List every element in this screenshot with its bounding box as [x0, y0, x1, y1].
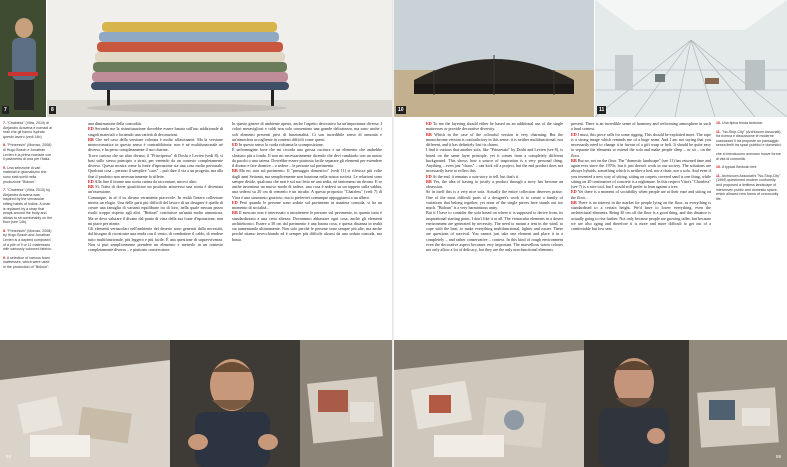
paragraph: RB Il mercato non è interessato a intrattenere le persone sul pavimento, in quanto tutto è standardizzato a una certa altezza. Dovremmo abbassare ogni cosa, anche gli elementi architettonici. Essere a 30 cm dal pavimento è una buona cosa, e questa distanza in realtà sta aumentando ultimamente. Non solo perché le persone sono sempre più alte, ma anche perché stiamo invecchiando ed è sempre più difficile alzarsi da una seduta comoda, ma bassa.	[232, 210, 382, 242]
caption: 10. Una tipica tenda beduina.	[716, 121, 763, 125]
paragraph: ED Alla fine il tirarne una storia carina da raccontare, miceci altro.	[88, 178, 198, 184]
photo-interview-left	[0, 340, 393, 467]
paragraph: Comunque, in sé il su divano veramente piacevole. In realtà l'intera collezione merita un elogio. Una delle parti più difficili del lavoro di un designer è quella di creare una famiglia di varianti equilibrate tra di loro, nella quale nessun pezzo risulti troppo rispetto agli altri. "Bidoun" costituisce un'unità molto armoniosa. Ma se devo valutare il divano dal punto di vista della sua fonte d'ispirazione, non mi piace per niente.	[88, 194, 223, 226]
right-page	[394, 0, 787, 467]
paragraph: RB Che nel caso della versione colorata è molto affascinante. Ma la versione monocromatica in questo senso è contraddittoria: non è né multifunzionale né diversa, e ha perso completamente il suo charme.	[88, 136, 223, 153]
left-captions	[3, 121, 53, 274]
paragraph: Gli elementi vernacolari nell'ambiente del deserto sono generati dalla necessità, dal bisogno di ricostruire una tenda con il vento, di combattere il caldo, di rendere tutto multifunzionale, più leggero e più facile. È una questione di sopravvivenza. Non si può semplicemente prendere un elemento e metterlo in un contesto completamente diverso – e piuttosto conservatore.	[88, 226, 223, 252]
caption: 8. "Prinzessin" (Moroso, 2008) di Hugo Bosch e Jonathan Levien è la prima nomade con il pavimento di una per l'Italia.	[3, 143, 52, 162]
paragraph: RB Which in the case of the colourful version is very charming. But the monochrome version is contradictory in this sense: it is neither multifunctional, nor different, and it has definitely lost its charm.	[426, 131, 563, 147]
caption: 11. "No-Stop-City" (Archizoom Associati), fra ricerca e discussione le moderne costruzioni il tra proposte un paesaggio senza limiti tra spazi pubblici e domestici.	[716, 129, 782, 148]
paragraph: ED I must, this piece calls for some rigging. This should be exploited more. The rope is a strong image which reminds me of a huge seam. And I am not saying that you necessarily need to change it in favour of a gift wrap or belt. It should be quite easy to separate the elements to extend the sofa and make people sleep – or sit – on the floor.	[571, 131, 711, 158]
photo-prinzessin	[47, 0, 393, 117]
left-page	[0, 0, 393, 467]
right-captions	[716, 121, 782, 205]
paragraph: RB Yes, the idea of having to justify a product through a story has become an obsession.	[426, 178, 563, 189]
photo-no-stop-city	[595, 0, 787, 117]
paragraph: In questo genere di ambiente aperto, anche l'aspetto decorativo ha un'importanza diversa. I colori meravigliosi e caldi non solo consentono una grande delicatezza, ma sono anche i soli elementi presenti privi di funzionalità. Ci son incredibile senso di armonia e un'atmosfera accogliente in contesti difficili come questi.	[232, 121, 382, 142]
paragraph: I find it curious that another sofa, like "Prinzessin" by Doshi and Levien (see 8), is based on the same layer principle, yet it comes from a completely different background. This shows how a source of inspiration is a very personal thing. Anything – even just "chaos" – can kick off a project, but the end product does not necessarily have to reflect this.	[426, 147, 563, 174]
paragraph: ED Secondo me la ristrutturazione dovrebbe essere basata sull'uso addizionale di singoli materiali o fornendo una varietà di decorazioni.	[88, 126, 223, 137]
paragraph: ED In questo senso la corda richiama la scomposizione.	[232, 142, 324, 147]
photo-number-7: 7	[4, 107, 7, 113]
page-number-right: 55	[775, 454, 781, 459]
paragraph: So in itself this is a very nice sofa. Actually the entire collection deserves praise. One of the most difficult parts of a designer's work is to create a family of variations that belong together, yet none of the single pieces here stands out too much. "Bidoun" is a very harmonious unity.	[426, 189, 563, 210]
paragraph: RB But no, not on the floor. The "domestic landscape" (see 11) has returned time and again ever since the 1970s, but it just doesn't work in our society. The solutions are always hybrids, something which is neither a bed, nor a chair, nor a sofa. And even if you invented a new way of sitting, sitting on carpets covered sand is one thing, while sitting on 20 centimetres of concrete is a nightmare. In this respect Vitra's "Chairless" (see 7) is a nice tool, but I would still prefer to lean against a tree.	[571, 157, 711, 189]
paragraph: present. There is an incredible sense of harmony and welcoming atmosphere in such a hard context.	[571, 121, 711, 132]
paragraph: RB Ma no, non sul pavimento. Il "paesaggio domestico" (vedi 11) si riferisce più volte dagli anni Settanta, ma semplicemente non funziona nella nostra società. Le relazioni sono sempre divide, qualcuna che non è sul suo letto né una sedia, né tantomeno un divano. E se anche inventassi un nuovo modo di sedere, una cosa è sedersi su un tappeto sulla sabbia, una sedersi su 20 cm di cemento è un incubo. A questo proposito "Chairless" (vedi 7) di Vitra è uno strumento grazioso, ma io preferirei comunque appoggiarmi a un albero.	[232, 168, 382, 200]
paragraph: But if I have to consider the sofa based on where it is supposed to derive from, its inspirational starting point, I don't like it at all. The vernacular elements in a desert environment are generated by necessity. The need to mount a tent in the wind, to cope with the heat, to make everything multifunctional, lighter and easier. These are questions of survival. You cannot just take one element and place it in a completely – and rather conservative – context. In this kind of rough environment even the decorative aspect becomes very important. The marvellous warm colours not only allow a lot of delicacy, but they are the only non-functional elements	[426, 210, 563, 252]
paragraph: ED At the end, it remains a cute story to tell, but that's it.	[426, 173, 520, 179]
caption: che si introducono avevano nuove forme di vita di comunità.	[716, 151, 781, 161]
paragraph: RB Sì, l'idea di dover giustificare un prodotto attraverso una storia è diventata un'ossessione.	[88, 184, 223, 195]
page-number-left: 54	[6, 454, 12, 459]
photo-bedouin-tent	[394, 0, 594, 117]
caption: 10. A typical Bedouin tent.	[716, 165, 758, 170]
caption: 8. "Prinzessin" (Moroso, 2008) by Hugo Bosch and Jonathan Levien is a daybed composed of a pile of 9 or 11 mattresses with variously coloured fabrics.	[3, 228, 52, 252]
paragraph: ED To me the layering should either be based on an additional use of the single mattresses or provide decorative diversity.	[426, 121, 563, 132]
paragraph: una diminuzione della comodità.	[88, 121, 142, 126]
photo-number-11: 11	[599, 107, 605, 113]
caption: 9. Una selezione di vari materiali in giornalismo che sono stati scelti nella produzione "Bidoun".	[3, 165, 47, 184]
paragraph: ED Però quando le persone sono sedute sul pavimento in maniera comoda, si ha un momento di socialità...	[232, 199, 382, 210]
caption: 7. "Chairless" (Vitra, 2010) by Alejandro Aravena was inspired by the vernacular sitting habits of Indios. A chair is replaced by a strap that wraps around the body and allows to sit comfortably on the floor (see 14b).	[3, 188, 53, 225]
right-text-column-2	[571, 121, 711, 337]
paragraph: È un'immagine forte che mi ricorda una grossa cucitura e un elemento che andrebbe sfruttato più a fondo. Il non mi necessariamente dicendo che devi cambiarlo con un nastro da pacchi o una catena. Dovrebbe essere piuttosto facile separare gli elementi per estendere il divano e fare dormire – o sedere – le persone sul pavimento.	[232, 147, 382, 168]
right-text-column-1	[426, 121, 563, 337]
paragraph: Trovo curioso che un altro divano, il "Principessa" di Doshi e Levien (vedi 8), si basi sullo stesso principio a strati, per venendo da un contesto completamente diverso. Questo mostra come la fonte d'ispirazione sia una cosa molto personale. Qualcuni cosa – persino il semplice "caos" – può dare il via a un progetto, ma alla fine il prodotto non necessariamente lo riflette.	[88, 152, 223, 179]
photo-number-10: 10	[398, 107, 404, 113]
photo-chairless	[0, 0, 46, 117]
caption: 11. Archizoom Associati's "No-Stop-City" (1969) questioned modern conformity and proposed a limitless landscape of interwoven public and domestic space, which allowed new forms of community life.	[716, 173, 781, 201]
paragraph: RB There is no interest in the market for people lying on the floor, as everything is standardised to a certain height. We'd have to lower everything, even the architectural elements. Being 30 cm off the floor is a good thing, and this distance is actually going to rise further. Not only because people are growing taller, but because we are also aging and therefore it is more and more difficult to get out of a comfortable but low seat.	[571, 199, 711, 231]
caption: 9. A selection of various foam mattresses, which were used in the production of "Bidoun".	[3, 255, 50, 270]
photo-number-8: 8	[51, 107, 54, 113]
photo-interview-right	[394, 340, 787, 467]
left-text-column-2	[232, 121, 382, 337]
caption: 7. "Chairless" (Vitra, 2010) di Alejandro Aravena e nomadi ai reali che gli hanno ispirato questo lavoro (vedi 14b).	[3, 121, 52, 139]
left-text-column-1	[88, 121, 223, 337]
paragraph: ED Yet there is a moment of sociability when people are at their ease and sitting on the floor...	[571, 189, 711, 200]
